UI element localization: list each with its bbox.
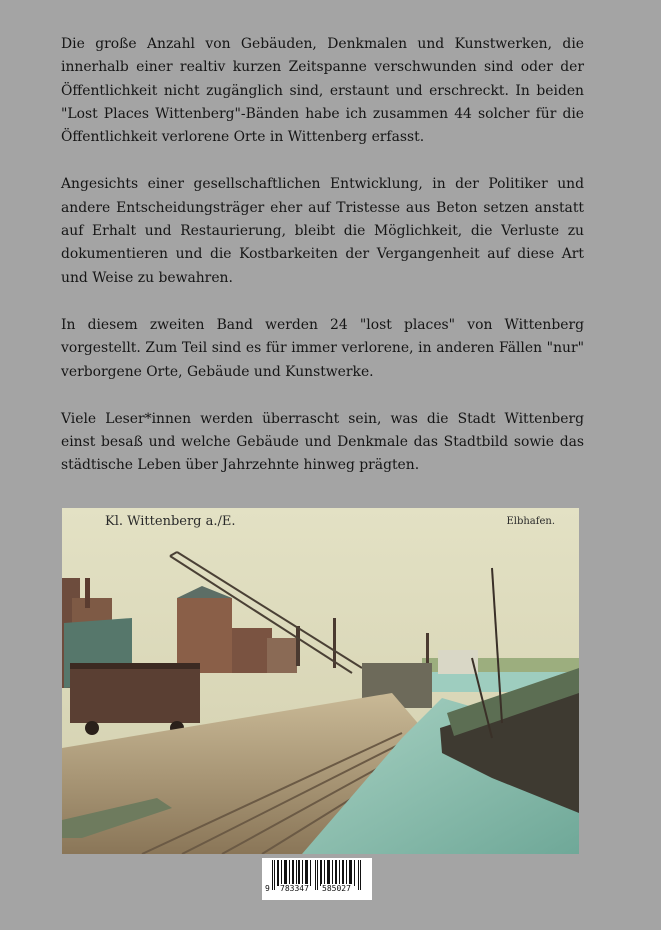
- postcard-title: Kl. Wittenberg a./E.: [105, 514, 236, 529]
- postcard-caption: Elbhafen.: [506, 516, 555, 527]
- isbn-digit-group-1: 783347: [280, 884, 309, 893]
- historic-postcard-image: [62, 508, 579, 854]
- paragraph-development: Angesichts einer gesellschaftlichen Entwicklung, in der Politiker und andere Entscheidungsträger eher auf Tristesse aus Beton setzen anstatt auf Erhalt und Restaurierung, bleibt die Möglichkeit, die Verluste zu dokumentieren und die Kostbarkeiten der Vergangenheit auf diese Art und Weise zu bewahren.: [61, 176, 584, 286]
- isbn-digits: [262, 883, 372, 897]
- isbn-digit-prefix: 9: [265, 884, 270, 893]
- isbn-digit-group-2: 585027: [322, 884, 351, 893]
- postcard-harbor-illustration: [62, 508, 579, 854]
- paragraph-readers: Viele Leser*innen werden überrascht sein, was die Stadt Wittenberg einst besaß und welche Gebäude und Denkmale das Stadtbild sowie das städtische Leben über Jahrzehnte hinweg prägten.: [61, 410, 584, 474]
- paragraph-second-volume: In diesem zweiten Band werden 24 "lost places" von Wittenberg vorgestellt. Zum Teil sind es für immer verlorene, in anderen Fällen "nur" verborgene Orte, Gebäude und Kunstwerke.: [61, 316, 584, 380]
- back-cover-text: [61, 33, 584, 502]
- paragraph-intro: Die große Anzahl von Gebäuden, Denkmalen und Kunstwerken, die innerhalb einer realtiv kurzen Zeitspanne verschwunden sind oder der Öffentlichkeit nicht zugänglich sind, erstaunt und erschreckt. In beiden "Lost Places Wittenberg"-Bänden habe ich zusammen 44 solcher für die Öffentlichkeit verlorene Orte in Wittenberg erfasst.: [61, 36, 584, 146]
- isbn-barcode: [262, 858, 372, 900]
